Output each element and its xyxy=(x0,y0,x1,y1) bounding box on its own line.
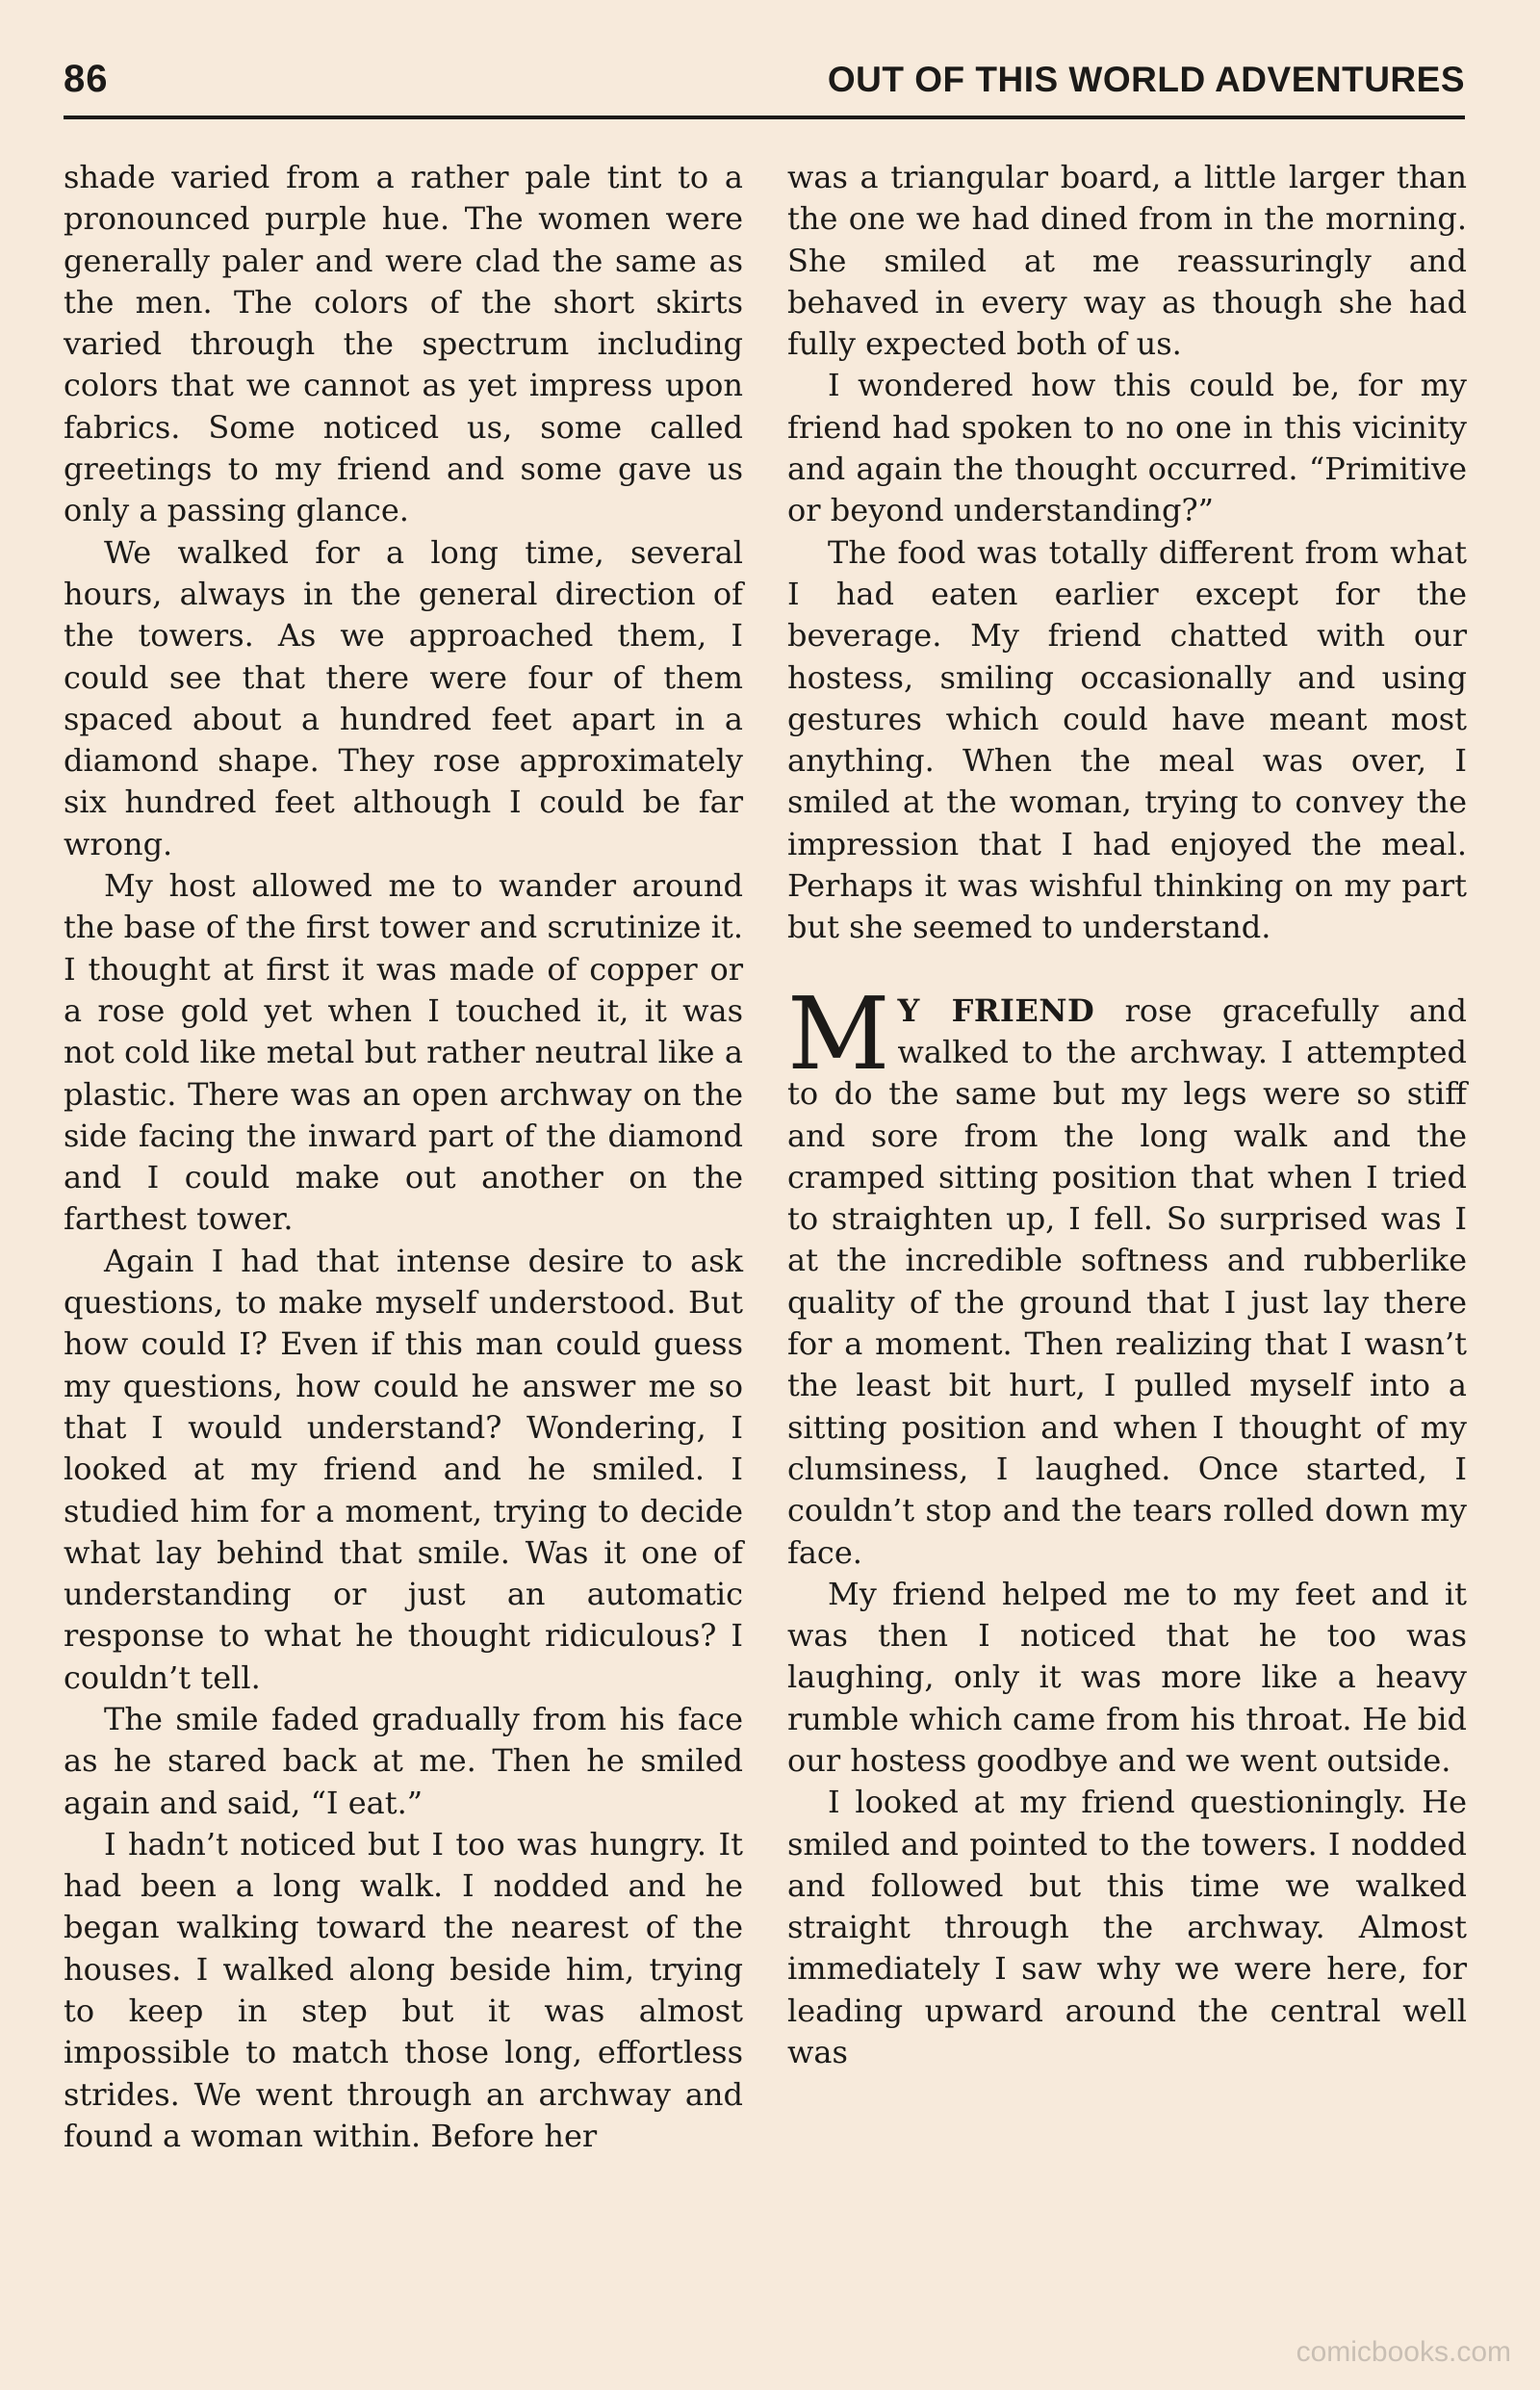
drop-cap: M xyxy=(787,974,890,1092)
paragraph: was a triangular board, a little larger than the one we had dined from in the morning. She smiled at me reassuringly and behaved in every way as though she had fully expected both of us. xyxy=(787,159,1467,363)
running-title: OUT OF THIS WORLD ADVENTURES xyxy=(827,60,1465,99)
paragraph: The smile faded gradually from his face as he stared back at me. Then he smiled again and said, “I eat.” xyxy=(64,1700,743,1821)
paragraph: shade varied from a rather pale tint to a pronounced purple hue. The women were generally paler and were clad the same as the men. The colors of the short skirts varied through the spectrum including colors that we cannot as yet impress upon fabrics. Some noticed us, some called greetings to my friend and some gave us only a passing glance. xyxy=(64,159,743,529)
paragraph: We walked for a long time, several hours, always in the general direction of the towers. As we approached them, I could see that there were four of them spaced about a hundred feet apart in a diamond shape. They rose approximately six hundred feet although I could be far wrong. xyxy=(64,533,743,862)
paragraph: I wondered how this could be, for my friend had spoken to no one in this vicinity and again the thought occurred. “Primitive or beyond understanding?” xyxy=(787,367,1467,529)
paragraph: My host allowed me to wander around the base of the first tower and scrutinize it. I thought at first it was made of copper or a rose gold yet when I touched it, it was not cold like metal but rather neutral like a plastic. There was an open archway on the side facing the inward part of the diamond and I could make out another on the farthest tower. xyxy=(64,867,743,1238)
page-number: 86 xyxy=(64,58,109,100)
paragraph: Again I had that intense desire to ask questions, to make myself understood. But how could I? Even if this man could guess my questions, how could he answer me so that I would understand? Wondering, I looked at my friend and he smiled. I studied him for a moment, trying to decide what lay behind that smile. Was it one of understanding or just an automatic response to what he thought ridiculous? I couldn’t tell. xyxy=(64,1242,743,1696)
section-opening-paragraph xyxy=(787,974,1468,1574)
right-column xyxy=(787,157,1467,2073)
watermark: comicbooks.com xyxy=(1296,2336,1511,2368)
paragraph-text: rose gracefully and walked to the archway. I attempted to do the same but my legs were so stiff and sore from the long walk and the cramped sitting position that when I tried to straighten up, I fell. So surprised was I at the incredible softness and rubberlike quality of the ground that I just lay there for a moment. Then realizing that I wasn’t the least bit hurt, I pulled myself into a sitting position and when I thought of my clumsiness, I laughed. Once started, I couldn’t stop and the tears rolled down my face. xyxy=(787,991,1468,1571)
paragraph: I looked at my friend questioningly. He smiled and pointed to the towers. I nodded and followed but this time we walked straight through the archway. Almost immediately I saw why we were here, for leading upward around the central well was xyxy=(787,1784,1467,2071)
lead-in-text: Y FRIEND xyxy=(897,991,1095,1029)
left-column xyxy=(64,157,743,2157)
paragraph: My friend helped me to my feet and it was then I noticed that he too was laughing, only it was more like a heavy rumble which came from his throat. He bid our hostess goodbye and we went outside. xyxy=(787,1575,1467,1779)
paragraph: I hadn’t noticed but I too was hungry. It had been a long walk. I nodded and he began walking toward the nearest of the houses. I walked along beside him, trying to keep in step but it was almost impossible to match those long, effortless strides. We went through an archway and found a woman within. Before her xyxy=(64,1825,743,2154)
paragraph: The food was totally different from what I had eaten earlier except for the beverage. My friend chatted with our hostess, smiling occasionally and using gestures which could have meant most anything. When the meal was over, I smiled at the woman, trying to convey the impression that I had enjoyed the meal. Perhaps it was wishful thinking on my part but she seemed to understand. xyxy=(787,533,1467,946)
page-header xyxy=(64,56,1465,119)
